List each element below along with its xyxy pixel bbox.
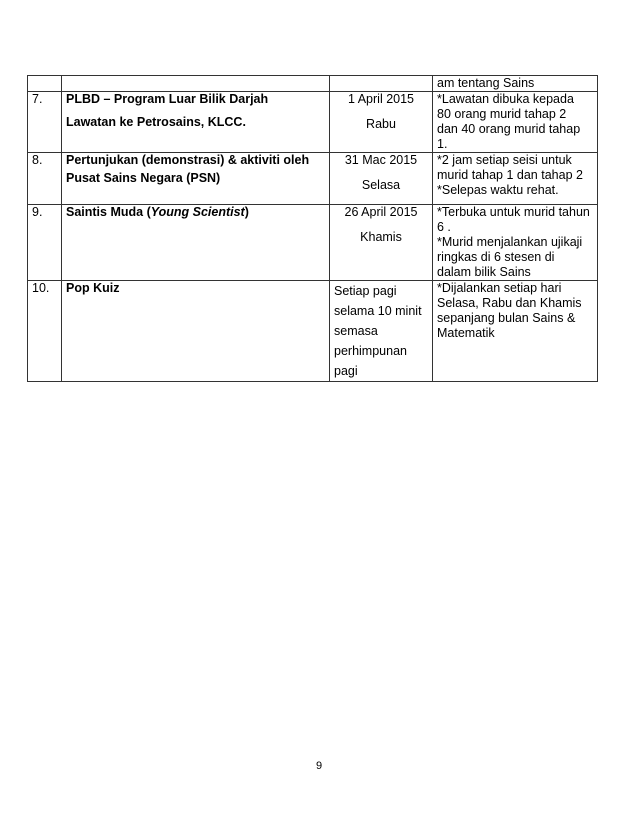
activity-table: [27, 75, 598, 382]
note-line: 1.: [437, 137, 448, 151]
schedule-line: Setiap pagi: [334, 284, 397, 298]
row-number: 9.: [28, 205, 62, 281]
note-line: ringkas di 6 stesen di: [437, 250, 555, 264]
row-number: [28, 76, 62, 92]
page-number: 9: [315, 760, 323, 772]
note-line: 80 orang murid tahap 2: [437, 107, 567, 121]
note-line: *Murid menjalankan ujikaji: [437, 235, 583, 249]
activity-day: Rabu: [366, 117, 396, 131]
note-line: Matematik: [437, 326, 495, 340]
schedule-line: semasa: [334, 324, 378, 338]
schedule-line: selama 10 minit: [334, 304, 422, 318]
note-line: *Selepas waktu rehat.: [437, 183, 559, 197]
note-line: sepanjang bulan Sains &: [437, 311, 576, 325]
activity-cell: [62, 153, 330, 205]
table-row: [28, 153, 598, 205]
table-row: [28, 92, 598, 153]
notes-cell: [433, 92, 598, 153]
activity-date: 1 April 2015: [347, 92, 415, 106]
note-line: murid tahap 1 dan tahap 2: [437, 168, 583, 182]
activity-day: Khamis: [360, 230, 402, 244]
note-line: am tentang Sains: [437, 76, 535, 90]
table-row: [28, 281, 598, 382]
note-line: 6 .: [437, 220, 451, 234]
activity-day: Selasa: [361, 178, 401, 192]
activity-cell: [62, 281, 330, 382]
row-number: 7.: [28, 92, 62, 153]
activity-detail: Pusat Sains Negara (PSN): [66, 171, 221, 185]
activity-title: Saintis Muda (Young Scientist): [66, 205, 249, 219]
row-number: 8.: [28, 153, 62, 205]
note-line: dan 40 orang murid tahap: [437, 122, 581, 136]
notes-cell: [433, 153, 598, 205]
activity-title: Pop Kuiz: [66, 281, 120, 295]
activity-title-italic: Young Scientist: [150, 205, 245, 219]
date-cell: [330, 76, 433, 92]
date-cell: [330, 153, 433, 205]
note-line: dalam bilik Sains: [437, 265, 531, 279]
date-cell: [330, 92, 433, 153]
row-number: 10.: [28, 281, 62, 382]
notes-cell: [433, 205, 598, 281]
notes-cell: [433, 281, 598, 382]
activity-cell: [62, 76, 330, 92]
activity-cell: [62, 92, 330, 153]
activity-date: 26 April 2015: [344, 205, 418, 219]
schedule-line: pagi: [334, 364, 358, 378]
note-line: *Dijalankan setiap hari: [437, 281, 562, 295]
notes-cell: [433, 76, 598, 92]
note-line: *2 jam setiap seisi untuk: [437, 153, 572, 167]
activity-title: Pertunjukan (demonstrasi) & aktiviti oleh: [66, 153, 310, 167]
activity-title: PLBD – Program Luar Bilik Darjah: [66, 92, 269, 106]
note-line: *Lawatan dibuka kepada: [437, 92, 574, 106]
activity-cell: [62, 205, 330, 281]
date-cell: [330, 281, 433, 382]
schedule-line: perhimpunan: [334, 344, 407, 358]
table-row: [28, 76, 598, 92]
date-cell: [330, 205, 433, 281]
table-row: [28, 205, 598, 281]
note-line: *Terbuka untuk murid tahun: [437, 205, 590, 219]
note-line: Selasa, Rabu dan Khamis: [437, 296, 582, 310]
activity-detail: Lawatan ke Petrosains, KLCC.: [66, 115, 246, 129]
activity-date: 31 Mac 2015: [344, 153, 418, 167]
